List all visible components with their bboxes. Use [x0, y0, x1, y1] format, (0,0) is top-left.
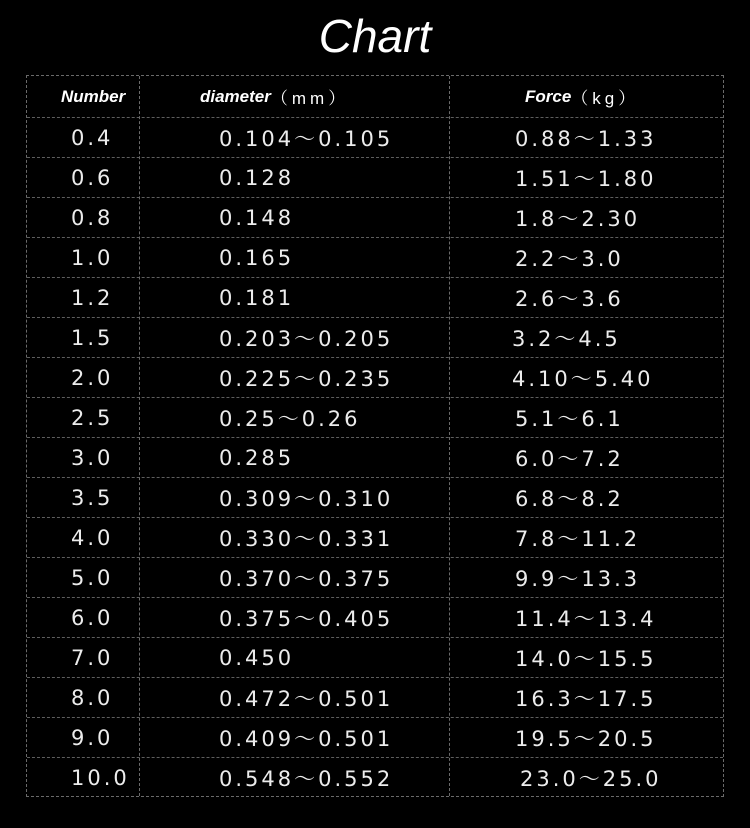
cell-force: 7.8～11.2 — [515, 526, 641, 551]
spec-table — [26, 75, 724, 797]
cell-diameter: 0.309～0.310 — [219, 486, 394, 511]
table-row — [27, 598, 723, 638]
cell-force: 14.0～15.5 — [515, 646, 657, 671]
table-row — [27, 558, 723, 598]
cell-number: 2.5 — [71, 405, 114, 430]
table-row — [27, 118, 723, 158]
cell-number: 8.0 — [71, 685, 114, 710]
cell-force: 6.8～8.2 — [515, 486, 624, 511]
cell-force: 4.10～5.40 — [512, 366, 654, 391]
column-header-diameter — [200, 76, 349, 117]
cell-number: 3.0 — [71, 445, 114, 470]
table-row — [27, 238, 723, 278]
table-row — [27, 438, 723, 478]
table-row — [27, 478, 723, 518]
column-header-number — [61, 76, 125, 117]
cell-force: 1.51～1.80 — [515, 166, 657, 191]
cell-force: 0.88～1.33 — [515, 126, 657, 151]
cell-diameter: 0.203～0.205 — [219, 326, 394, 351]
cell-number: 1.0 — [71, 245, 114, 270]
table-row — [27, 318, 723, 358]
cell-diameter: 0.330～0.331 — [219, 526, 394, 551]
cell-number: 0.4 — [71, 125, 114, 150]
cell-number: 1.2 — [71, 285, 114, 310]
cell-diameter: 0.181 — [219, 285, 295, 310]
cell-diameter: 0.128 — [219, 165, 295, 190]
column-header-diameter-label: diameter — [200, 86, 271, 106]
table-row — [27, 718, 723, 758]
column-header-force — [525, 76, 639, 117]
cell-diameter: 0.285 — [219, 445, 295, 470]
cell-number: 0.6 — [71, 165, 114, 190]
cell-diameter: 0.225～0.235 — [219, 366, 394, 391]
table-row — [27, 678, 723, 718]
cell-force: 6.0～7.2 — [515, 446, 624, 471]
cell-force: 16.3～17.5 — [515, 686, 657, 711]
cell-force: 2.6～3.6 — [515, 286, 624, 311]
cell-diameter: 0.25～0.26 — [219, 406, 361, 431]
cell-force: 1.8～2.30 — [515, 206, 641, 231]
cell-diameter: 0.548～0.552 — [219, 767, 394, 791]
cell-number: 2.0 — [71, 365, 114, 390]
table-row — [27, 398, 723, 438]
table-row — [27, 638, 723, 678]
cell-number: 7.0 — [71, 645, 114, 670]
cell-number: 0.8 — [71, 205, 114, 230]
cell-number: 6.0 — [71, 605, 114, 630]
table-header-row — [27, 76, 723, 118]
cell-diameter: 0.375～0.405 — [219, 606, 394, 631]
cell-force: 2.2～3.0 — [515, 246, 624, 271]
column-divider — [449, 76, 450, 796]
column-header-diameter-unit: （mm） — [270, 89, 350, 108]
cell-diameter: 0.104～0.105 — [219, 126, 394, 151]
cell-number: 10.0 — [71, 766, 130, 790]
column-divider — [139, 76, 140, 796]
cell-force: 9.9～13.3 — [515, 566, 641, 591]
cell-diameter: 0.148 — [219, 205, 295, 230]
table-row — [27, 198, 723, 238]
table-row — [27, 518, 723, 558]
table-row — [27, 358, 723, 398]
cell-force: 5.1～6.1 — [515, 406, 624, 431]
cell-diameter: 0.370～0.375 — [219, 566, 394, 591]
column-header-force-label: Force — [525, 86, 572, 106]
cell-force: 23.0～25.0 — [520, 767, 662, 791]
table-row — [27, 278, 723, 318]
column-header-number-label: Number — [61, 86, 126, 106]
table-row — [27, 158, 723, 198]
cell-number: 1.5 — [71, 325, 114, 350]
cell-force: 11.4～13.4 — [515, 606, 657, 631]
cell-diameter: 0.450 — [219, 645, 295, 670]
cell-number: 4.0 — [71, 525, 114, 550]
cell-force: 19.5～20.5 — [515, 726, 657, 751]
table-row — [27, 758, 723, 798]
column-header-force-unit: （kg） — [571, 89, 640, 108]
cell-force: 3.2～4.5 — [512, 326, 621, 351]
cell-number: 9.0 — [71, 725, 114, 750]
cell-diameter: 0.409～0.501 — [219, 726, 394, 751]
cell-diameter: 0.472～0.501 — [219, 686, 394, 711]
cell-diameter: 0.165 — [219, 245, 295, 270]
cell-number: 5.0 — [71, 565, 114, 590]
cell-number: 3.5 — [71, 485, 114, 510]
chart-title: Chart — [318, 10, 432, 62]
